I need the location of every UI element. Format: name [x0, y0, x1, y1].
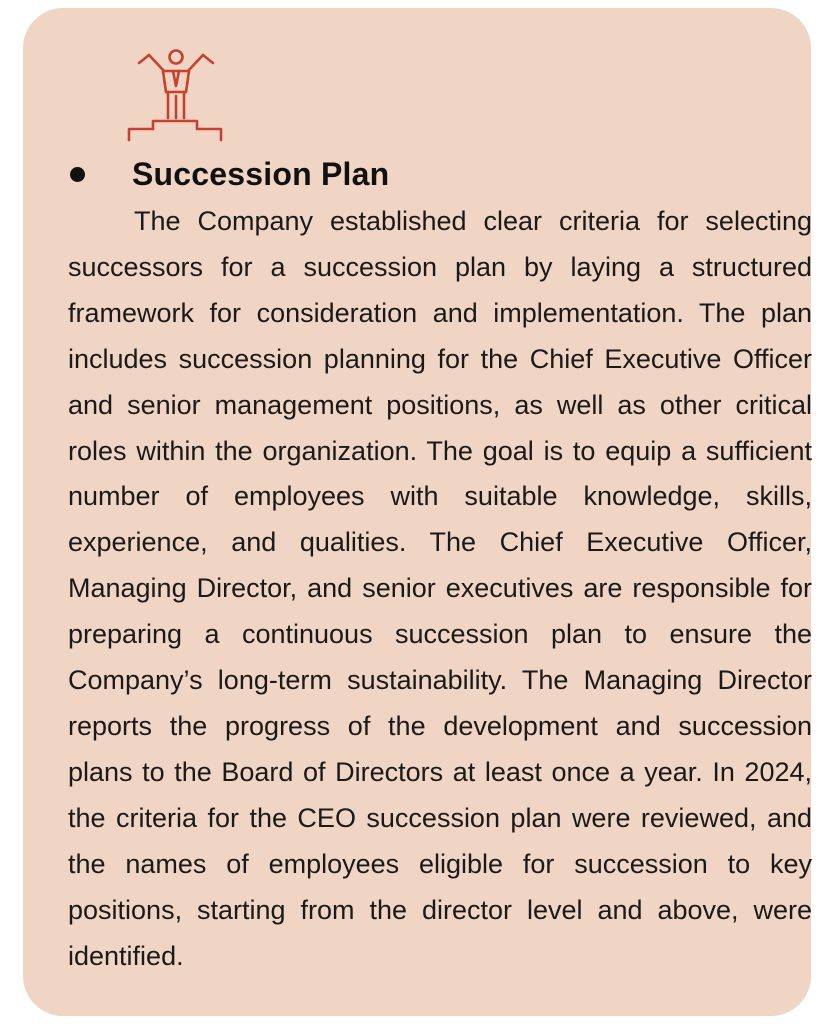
bullet-icon	[70, 167, 85, 182]
winner-podium-icon	[127, 46, 225, 142]
section-heading	[67, 154, 827, 194]
section-title: Succession Plan	[132, 155, 390, 192]
succession-plan-card	[23, 8, 811, 1016]
section-paragraph: The Company established clear criteria for selecting successors for a succession plan by laying a structured framework for consideration and implementation. The plan includes succession planning for the Chief Executive Officer and senior management positions, as well as other critical roles within the organization. The goal is to equip a sufficient number of employees with suitable knowledge, skills, experience, and qualities. The Chief Executive Officer, Managing Director, and senior executives are responsible for preparing a continuous succession plan to ensure the Company’s long-term sustainability. The Managing Director reports the progress of the development and succession plans to the Board of Directors at least once a year. In 2024, the criteria for the CEO succession plan were reviewed, and the names of employees eligible for succession to key positions, starting from the director level and above, were identified.	[68, 206, 812, 971]
